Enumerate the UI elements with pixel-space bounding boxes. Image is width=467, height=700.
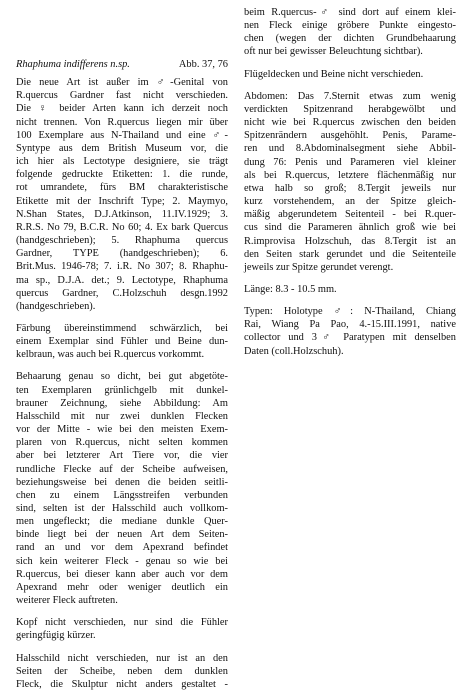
text-line: chen (wegen der dichten Grundbehaarung <box>244 33 456 45</box>
text-line: Kopf nicht verschieden, nur sind die Fühler <box>16 617 228 629</box>
text-line: etwa halb so groß; 8.Tergit jeweils nur <box>244 182 456 194</box>
text-line: Apexrand mehr oder weniger deutlich ein <box>16 581 228 593</box>
paragraph-pronotum <box>16 652 228 691</box>
text-line: rot umrandete, fürs BM charakteristische <box>16 182 228 194</box>
text-line: Etikette mit der Inschrift Type; 2. Maymyo, <box>16 195 228 207</box>
text-line: ich hier als Lectotype designiere, sie trägt <box>16 156 228 168</box>
text-line: Syntype aus dem British Museum vor, die <box>16 142 228 154</box>
text-line: nicht wie bei R.quercus zwischen den beiden <box>244 117 456 129</box>
text-line: Gardner, TYPE (handgeschrieben); 6. <box>16 248 228 260</box>
text-line: R.improvisa Holzschuh, das 8.Tergit ist an <box>244 235 456 247</box>
text-line: verdickten Spitzenrand herabgewölbt und <box>244 103 456 115</box>
text-line: Färbung übereinstimmend schwärzlich, bei <box>16 322 228 334</box>
text-line: nicht trennen. Von R.quercus liegen mir über <box>16 116 228 128</box>
text-line: Daten (coll.Holzschuh). <box>244 345 344 357</box>
text-line: Brit.Mus. 1946-78; 7. i.R. No 307; 8. Rhaphu- <box>16 261 228 273</box>
text-line: cus sind die Parameren ähnlich groß wie bei <box>244 222 456 234</box>
text-line: (handgeschrieben). <box>16 300 96 312</box>
text-line: vor der Mitte - wie bei den meisten Exem- <box>16 424 228 436</box>
text-line: ren und 8.Abdominalsegment siehe Abbil- <box>244 143 456 155</box>
text-line: plaren von R.quercus, nicht selten kommen <box>16 437 228 449</box>
text-line: R.quercus Gardner fast nicht verschieden. <box>16 90 228 102</box>
text-line: aber bei letzterer Art Tiere vor, die vier <box>16 450 228 462</box>
text-line: beziehungsweise bei denen die beiden seitli- <box>16 476 228 488</box>
text-line: nen Fleck einige gröbere Punkte eingesto- <box>244 20 456 32</box>
text-line: brauner Zeichnung, siehe Abbildung: Am <box>16 397 228 409</box>
text-line: Behaarung genau so dicht, bei gut abgetöte- <box>16 371 228 383</box>
text-line: N.Shan States, D.J.Atkinson, 11.IV.1929; 3. <box>16 208 228 220</box>
text-line: rundliche Flecke auf der Scheibe aufweisen, <box>16 463 228 475</box>
paragraph-head <box>16 616 228 642</box>
paragraph-comparison <box>16 76 228 313</box>
text-line: men ungefleckt; die mediane dunkle Quer- <box>16 516 228 528</box>
text-line: jeweils zur Spitze gerundet verengt. <box>244 261 394 273</box>
text-line: ten Exemplaren grünlichgelb mit dunkel- <box>16 384 228 396</box>
text-line: chen zu einem Längsstreifen verbunden <box>16 489 228 501</box>
text-line: Die ♀ beider Arten kann ich derzeit noch <box>16 103 228 115</box>
text-line: Seiten der Scheibe, neben dem dunklen <box>16 665 228 677</box>
text-line: geringfügig kürzer. <box>16 630 96 642</box>
paragraph-elytra <box>244 68 456 81</box>
text-line: weiterer Fleck auftreten. <box>16 595 118 607</box>
paragraph-types <box>244 305 456 358</box>
text-line: Spitzenrändern ausgehöhlt. Penis, Parame- <box>244 130 456 142</box>
text-line: ma sp., D.J.A. det.; 9. Lectotype, Rhaphuma <box>16 274 228 286</box>
left-column <box>16 58 228 700</box>
text-line: Halsschild nicht verschieden, nur ist an den <box>16 652 228 664</box>
text-line: dung 76: Penis und Parameren viel kleiner <box>244 156 456 168</box>
text-line: quercus Gardner, C.Holzschuh desgn.1992 <box>16 287 228 299</box>
text-line: Fleck, die Skulptur nicht anders gestaltet - <box>16 678 228 690</box>
text-line: collector und 3♂ Paratypen mit denselben <box>244 332 456 344</box>
text-line: 100 Exemplare aus N-Thailand und eine ♂- <box>16 129 228 141</box>
figure-reference: Abb. 37, 76 <box>178 59 228 70</box>
right-column <box>244 6 456 367</box>
species-title: Rhaphuma indifferens n.sp. <box>16 59 130 70</box>
text-line: kelbraun, was auch bei R.quercus vorkommt. <box>16 349 205 361</box>
text-line: beim R.quercus-♂ sind dort auf einem klei- <box>244 7 456 18</box>
text-line: als bei R.quercus, letztere flächenmäßig nur <box>244 169 456 181</box>
paragraph-length <box>244 283 456 296</box>
paragraph-coloration <box>16 322 228 361</box>
text-line: (handgeschrieben); 5. Rhaphuma quercus <box>16 235 228 247</box>
text-line: R.R.S. No 79, B.C.R. No 60; 4. Ex bark Quercus <box>16 221 228 233</box>
text-line: Die neue Art ist außer im ♂-Genital von <box>16 77 228 89</box>
text-line: binde liegt bei der neuen Art dem Seiten- <box>16 529 228 541</box>
text-line: R.quercus, bei dieser kann aber auch vor dem <box>16 568 228 580</box>
text-line: sind, selten ist der Halsschild auch vollkom- <box>16 503 228 514</box>
text-line: oft nur bei gewisser Beleuchtung sichtbar). <box>244 46 423 58</box>
text-line: Abdomen: Das 7.Sternit etwas zum wenig <box>244 90 456 102</box>
text-line: folgende gedruckte Etiketten: 1. die runde, <box>16 169 228 181</box>
text-line: Rai, Wiang Pa Pao, 4.-15.III.1991, native <box>244 319 456 331</box>
paragraph-abdomen <box>244 90 456 274</box>
text-line: einem Exemplar sind Fühler und Beine dun- <box>16 336 228 348</box>
paragraph-pubescence <box>16 370 228 607</box>
text-line: mäßig abgerundetem Seitenteil - bei R.quer- <box>244 209 456 221</box>
text-line: Länge: 8.3 - 10.5 mm. <box>244 283 337 295</box>
text-line: sich kein weiterer Fleck - genau so wie bei <box>16 555 228 567</box>
text-line: Flügeldecken und Beine nicht verschieden. <box>244 68 424 80</box>
paragraph-pronotum-continued <box>244 6 456 59</box>
text-line: Halsschild mit nur zwei dunklen Flecken <box>16 410 228 422</box>
text-line: Typen: Holotype ♂: N-Thailand, Chiang <box>244 306 456 318</box>
text-line: den Seiten stark gerundet und die Seitenteile <box>244 248 456 260</box>
text-line: rand an und vor dem Apexrand befindet <box>16 542 228 554</box>
species-heading <box>16 58 228 71</box>
text-line: kurz vorstehendem, an der Spitze gleich- <box>244 196 456 208</box>
